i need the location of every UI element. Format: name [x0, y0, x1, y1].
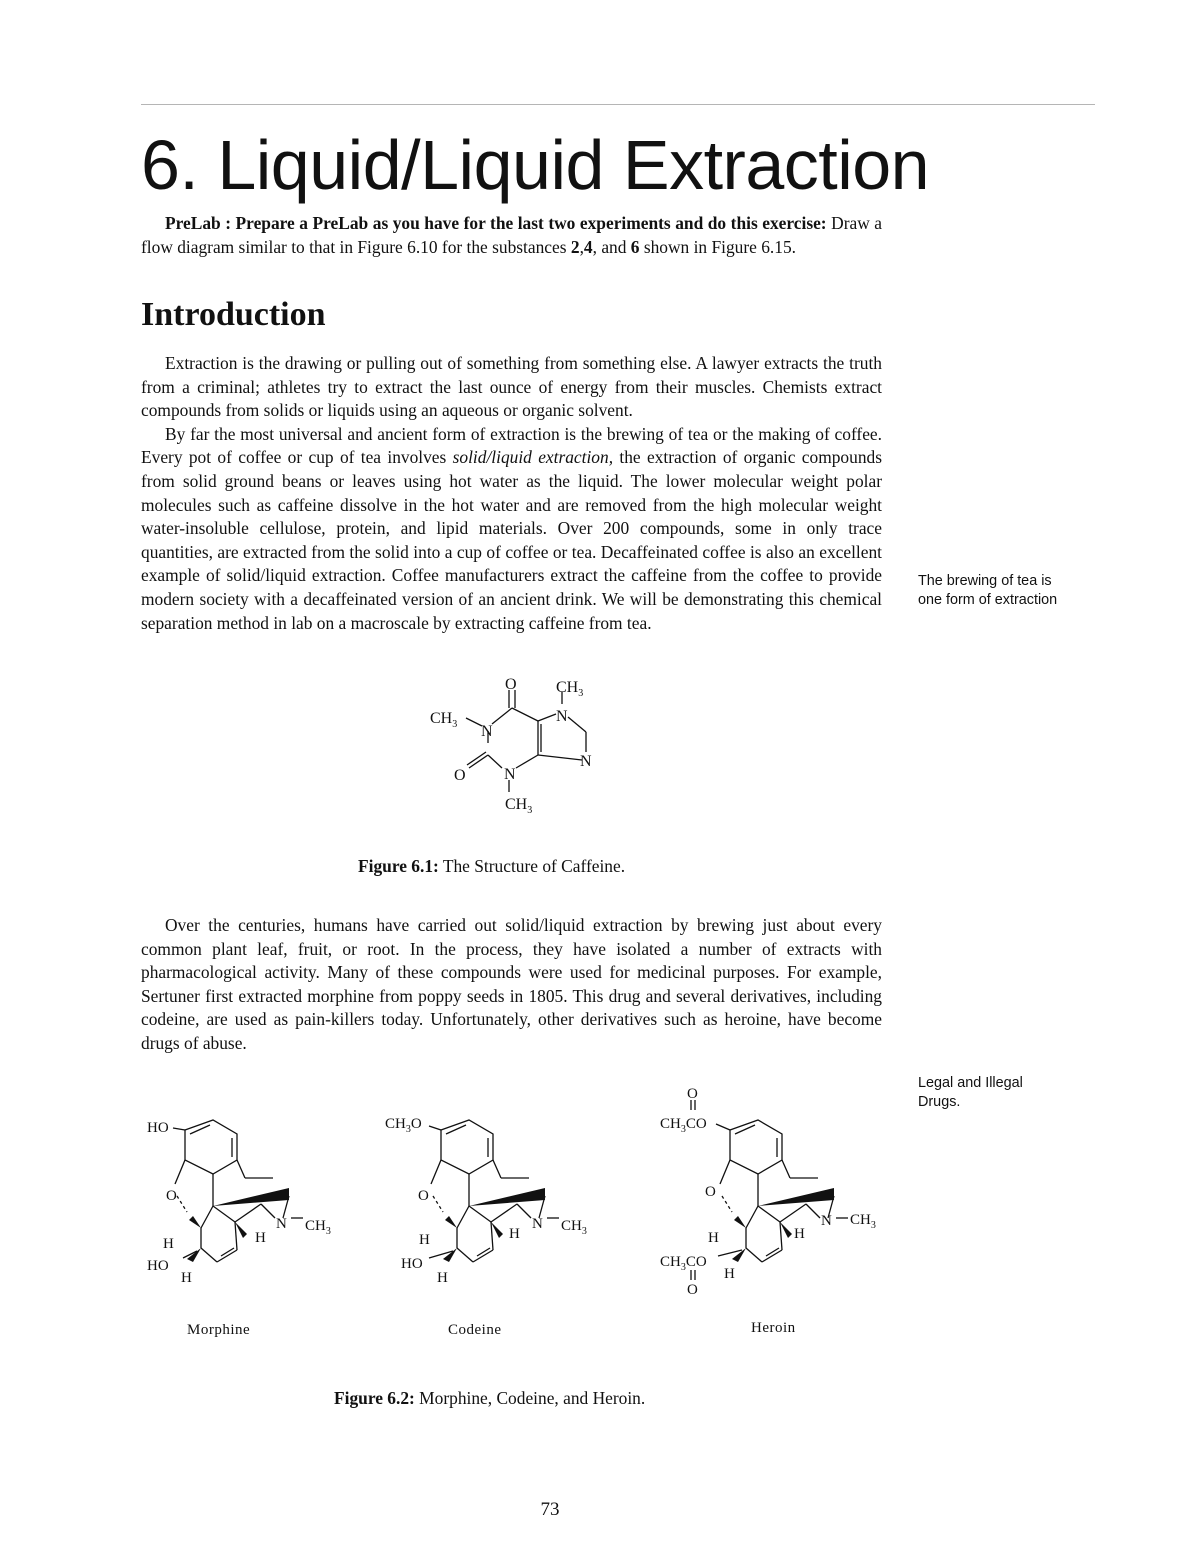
intro-paragraph-2: [141, 423, 882, 635]
morphine-atom-h3: H: [181, 1270, 192, 1286]
caffeine-diagram: [420, 672, 620, 822]
morphine-atom-ho-top: HO: [147, 1120, 169, 1136]
intro-p2-italic: solid/liquid extraction,: [452, 447, 614, 468]
morphine-atom-h2: H: [255, 1230, 266, 1246]
heroin-atom-h3: H: [724, 1266, 735, 1282]
intro-p2-start: By far the most universal and ancient form of extraction is the brewing of tea or the making of coffee. Every pot of coffee or cup of tea involves: [141, 423, 882, 468]
morphine-atom-o: O: [166, 1188, 177, 1204]
codeine-atom-h3: H: [437, 1270, 448, 1286]
codeine-atom-n: N: [532, 1216, 543, 1232]
heroin-atom-h2: H: [794, 1226, 805, 1242]
heroin-atom-h1: H: [708, 1230, 719, 1246]
introduction-body: [141, 352, 882, 635]
prelab-and: , and: [592, 236, 631, 257]
margin-note-drugs: Legal and Illegal Drugs.: [918, 1075, 1023, 1110]
prelab-text: Draw a flow diagram similar to that in Figure 6.10 for the substances: [141, 213, 882, 257]
molecule-label-morphine: Morphine: [187, 1322, 251, 1338]
figure-6-2-label: Figure 6.2:: [334, 1388, 415, 1408]
figure-6-2-caption: [334, 1387, 645, 1409]
prelab-number-4: 4: [583, 236, 593, 257]
caffeine-atom-n1: N: [481, 723, 493, 740]
molecule-label-heroin: Heroin: [751, 1320, 796, 1336]
codeine-atom-o: O: [418, 1188, 429, 1204]
caffeine-atom-ch3-bottom: $CH_3$: [505, 796, 533, 816]
morphine-atom-h1: H: [163, 1236, 174, 1252]
chapter-title: 6. Liquid/Liquid Extraction: [141, 126, 930, 204]
morphine-atom-ch3: $CH_3$: [305, 1218, 331, 1237]
figure-6-2-text: Morphine, Codeine, and Heroin.: [414, 1388, 646, 1408]
caffeine-atom-o-bottom: O: [454, 767, 466, 784]
intro-paragraph-1: Extraction is the drawing or pulling out of something from something else. A lawyer extracts the truth from a criminal; athletes try to extract the last ounce of energy from their muscles. Chemists extract compounds from solids or liquids using an aqueous or organic solvent.: [141, 353, 882, 421]
caffeine-atom-n3: N: [504, 766, 516, 783]
heroin-atom-n: N: [821, 1213, 832, 1229]
drugs-paragraph-text: Over the centuries, humans have carried out solid/liquid extraction by brewing just about every common plant leaf, fruit, or root. In the process, they have isolated a number of extracts with pharmacological activity. Many of these compounds were used for medicinal purposes. For example, Sertuner first extracted morphine from poppy seeds in 1805. This drug and several derivatives, including codeine, are used as pain-killers today. Unfortunately, other derivatives such as heroine, have become drugs of abuse.: [141, 915, 882, 1053]
caffeine-atom-o-top: O: [505, 676, 517, 693]
codeine-atom-h1: H: [419, 1232, 430, 1248]
heroin-atom-o-carbonyl-bottom: O: [687, 1282, 698, 1298]
caffeine-structure: [420, 672, 620, 822]
caffeine-atom-ch3-left: $CH_3$: [430, 710, 458, 730]
heroin-diagram: [658, 1082, 888, 1302]
prelab-text-end: shown in Figure 6.15.: [639, 236, 797, 257]
heroin-structure: [658, 1082, 888, 1302]
prelab-number-6: 6: [630, 236, 640, 257]
page-number: 73: [540, 1499, 560, 1520]
margin-note-tea: The brewing of tea is one form of extraction: [918, 573, 1058, 608]
intro-p2-end: the extraction of organic compounds from solid ground beans or leaves using hot water as the liquid. The lower molecular weight polar molecules such as caffeine dissolve in the hot water and are removed from the high molecular weight water-insoluble cellulose, protein, and lipid materials. Over 200 compounds, some in only trace quantities, are extracted from the solid into a cup of coffee or tea. Decaffeinated coffee is also an excellent example of solid/liquid extraction. Coffee manufacturers extract the caffeine from the coffee to provide modern society with a decaffeinated version of an ancient drink. We will be demonstrating this chemical separation method in lab on a macroscale by extracting caffeine from tea.: [141, 447, 882, 633]
morphine-atom-ho-bottom: HO: [147, 1258, 169, 1274]
header-rule: [141, 104, 1095, 105]
heroin-atom-o-ether: O: [705, 1184, 716, 1200]
heroin-atom-o-carbonyl-top: O: [687, 1086, 698, 1102]
caffeine-atom-ch3-top: $CH_3$: [556, 679, 584, 699]
prelab-number-2: 2: [570, 236, 580, 257]
codeine-atom-ho: HO: [401, 1256, 423, 1272]
heroin-atom-ch3: $CH_3$: [850, 1212, 876, 1231]
heroin-atom-ch3co-top: $CH_3CO$: [660, 1116, 707, 1135]
morphine-structure: [143, 1108, 343, 1288]
morphine-atom-n: N: [276, 1216, 287, 1232]
caffeine-atom-n9: N: [580, 753, 592, 770]
caffeine-atom-n7: N: [556, 708, 568, 725]
figure-6-1-caption: [358, 855, 625, 877]
codeine-structure: [383, 1108, 593, 1288]
section-heading-introduction: Introduction: [141, 296, 326, 333]
codeine-atom-h2: H: [509, 1226, 520, 1242]
codeine-atom-ch3: $CH_3$: [561, 1218, 587, 1237]
codeine-atom-ch3o: $CH_3O$: [385, 1116, 422, 1135]
drugs-paragraph: [141, 914, 882, 1056]
figure-6-1-text: The Structure of Caffeine.: [438, 856, 626, 876]
codeine-diagram: [383, 1108, 593, 1288]
prelab-comma: ,: [579, 236, 584, 257]
figure-6-1-label: Figure 6.1:: [358, 856, 439, 876]
prelab-lead: PreLab : Prepare a PreLab as you have for the last two experiments and do this exercise:: [165, 213, 827, 233]
prelab-paragraph: [141, 212, 882, 259]
morphine-diagram: [143, 1108, 343, 1288]
heroin-atom-ch3co-bottom: $CH_3CO$: [660, 1254, 707, 1273]
molecule-label-codeine: Codeine: [448, 1322, 502, 1338]
